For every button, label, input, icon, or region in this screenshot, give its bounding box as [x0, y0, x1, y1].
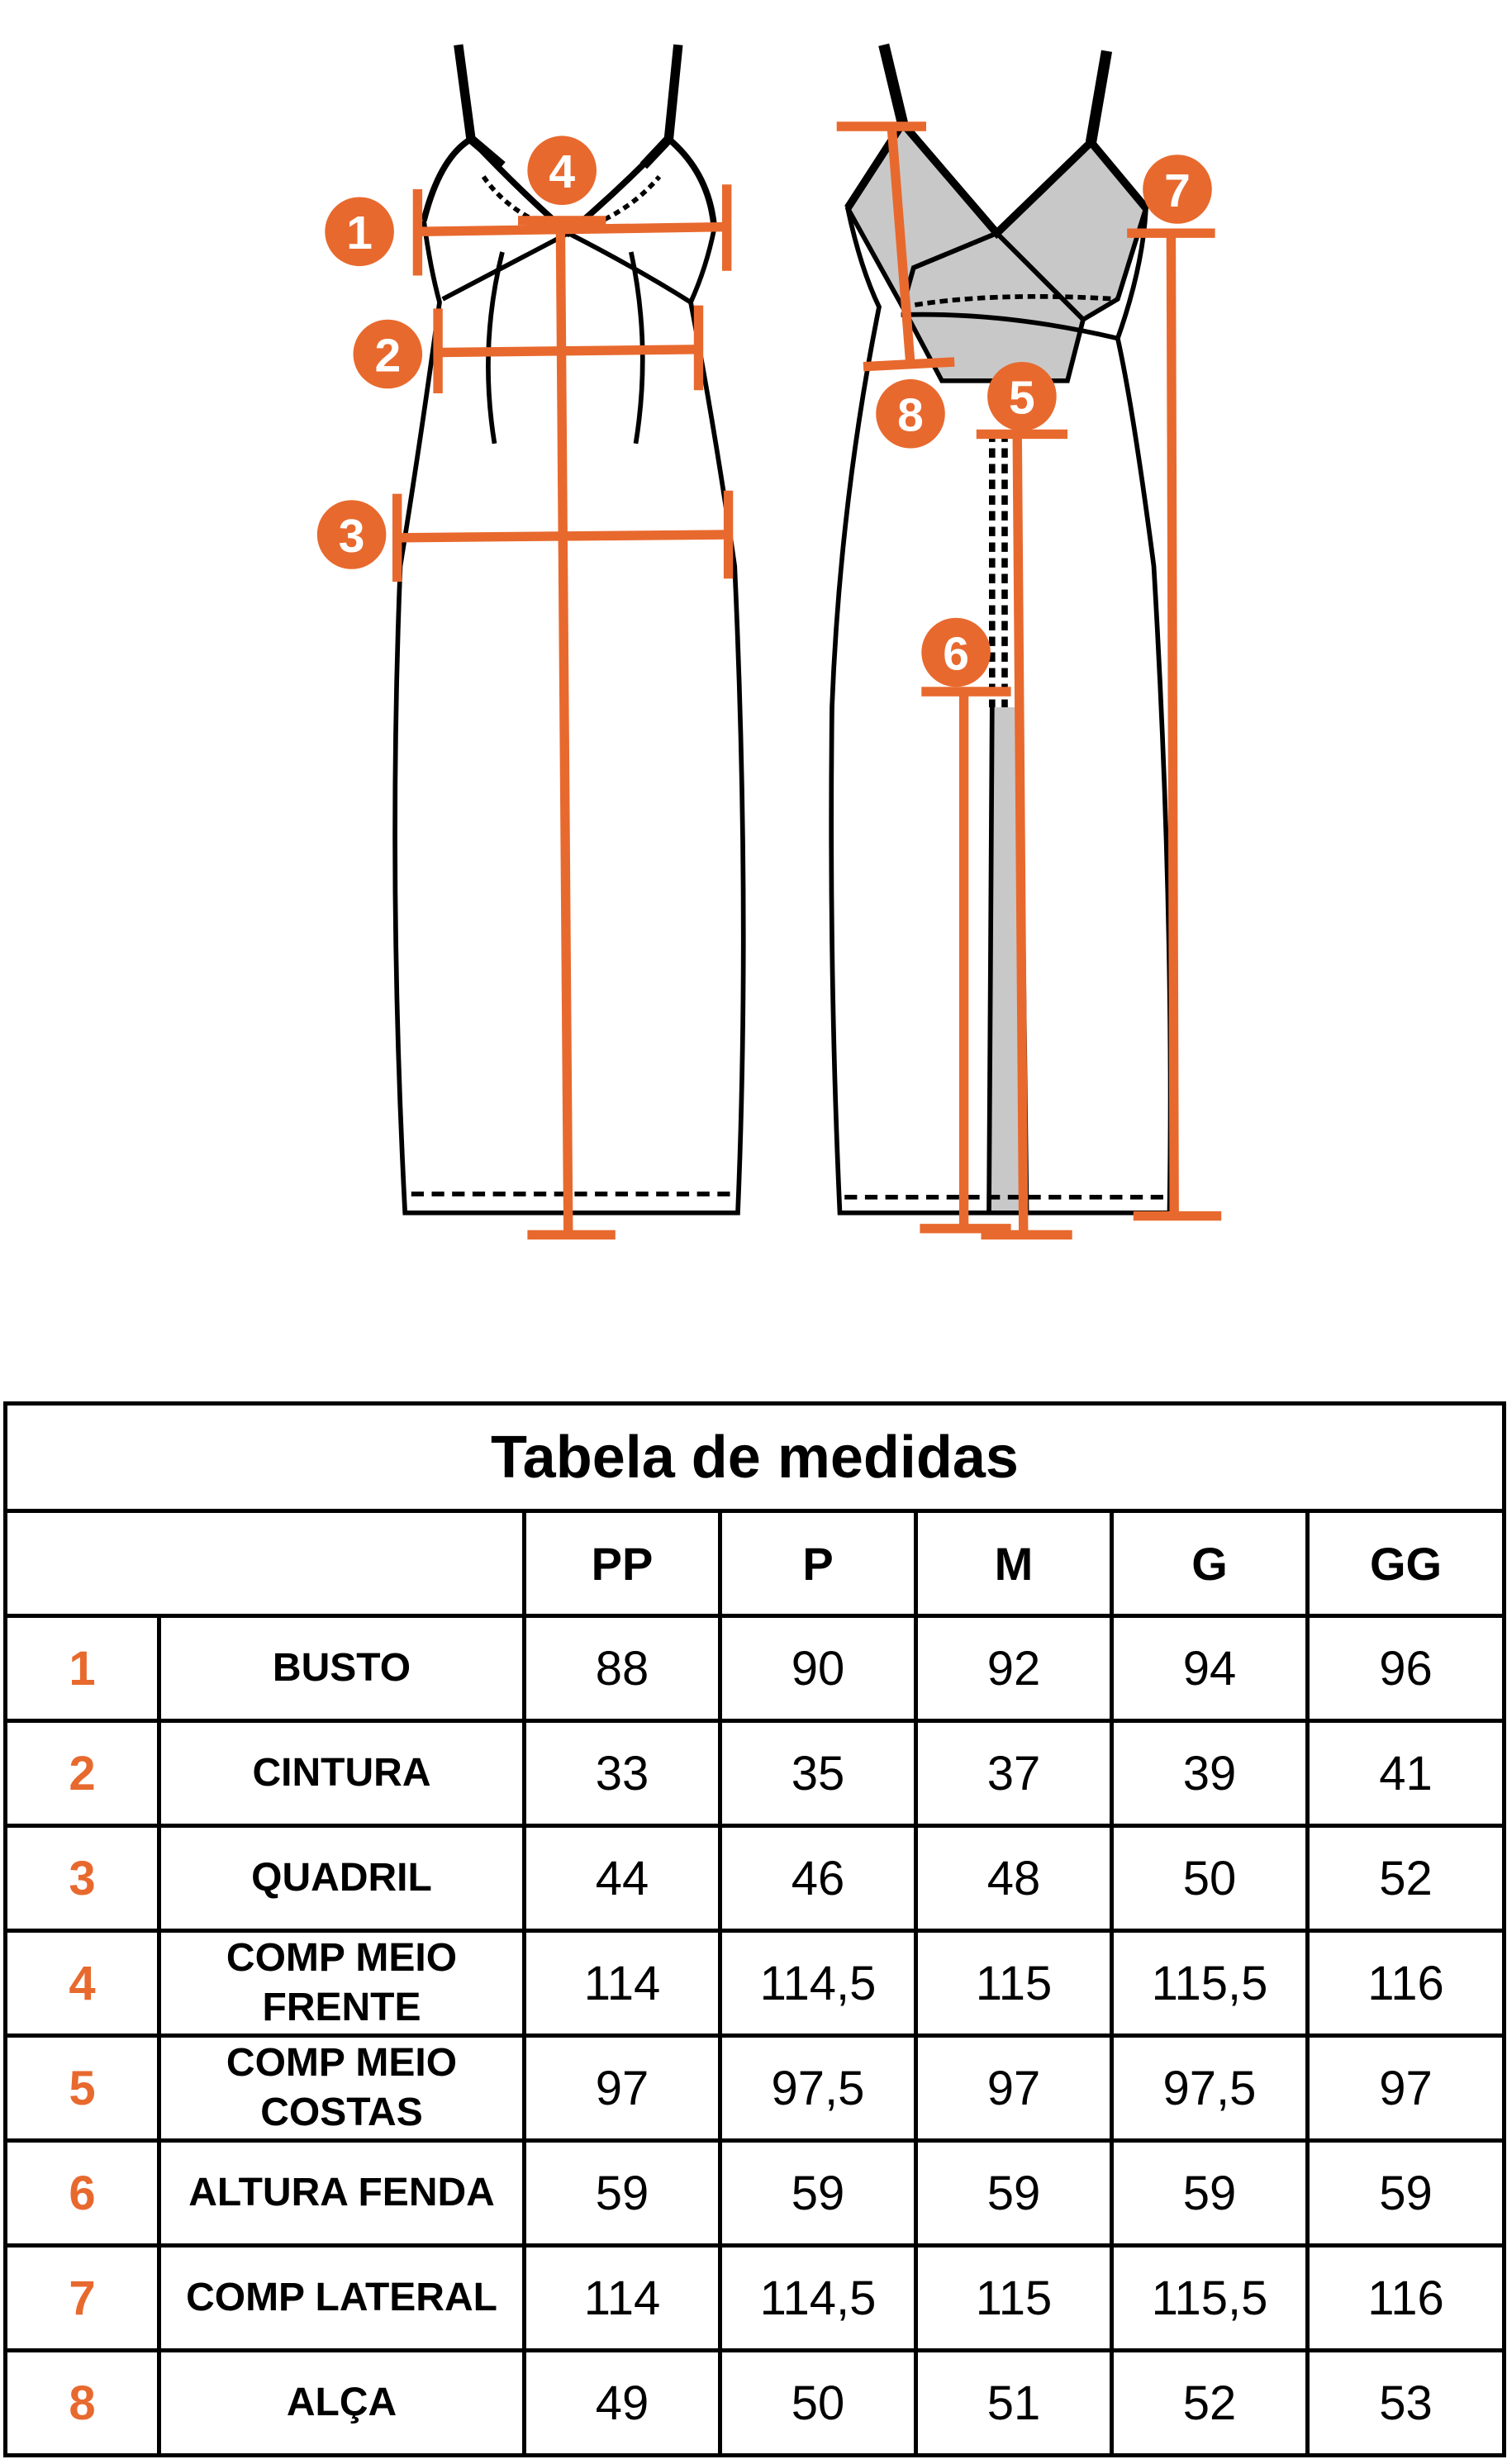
measurement-value: 114,5 — [720, 1931, 916, 2036]
measurement-value: 94 — [1112, 1616, 1308, 1721]
measurement-value: 90 — [720, 1616, 916, 1721]
measurement-value: 114 — [525, 2246, 720, 2351]
marker-3-label: 3 — [338, 509, 365, 563]
row-number: 6 — [6, 2141, 159, 2246]
measurement-value: 52 — [1112, 2351, 1308, 2456]
table-row — [6, 1616, 1505, 1721]
measurement-label: QUADRIL — [159, 1826, 525, 1931]
measurement-label: ALÇA — [159, 2351, 525, 2456]
measurement-value: 46 — [720, 1826, 916, 1931]
measurement-value: 52 — [1308, 1826, 1505, 1931]
measurement-value: 115,5 — [1112, 1931, 1308, 2036]
table-row — [6, 2141, 1505, 2246]
measurement-label: COMP LATERAL — [159, 2246, 525, 2351]
table-row — [6, 2036, 1505, 2141]
measurement-label: BUSTO — [159, 1616, 525, 1721]
marker-1 — [325, 197, 394, 267]
measurement-value: 53 — [1308, 2351, 1505, 2456]
table-row — [6, 1826, 1505, 1931]
measurement-value: 50 — [720, 2351, 916, 2456]
marker-1-label: 1 — [346, 207, 373, 260]
marker-7-label: 7 — [1164, 164, 1191, 217]
measurement-value: 51 — [916, 2351, 1112, 2456]
measurement-value: 39 — [1112, 1721, 1308, 1826]
measurement-label: ALTURA FENDA — [159, 2141, 525, 2246]
row-number: 4 — [6, 1931, 159, 2036]
measurement-value: 114,5 — [720, 2246, 916, 2351]
row-number: 5 — [6, 2036, 159, 2141]
marker-5 — [987, 362, 1057, 431]
measurement-value: 88 — [525, 1616, 720, 1721]
measurement-value: 33 — [525, 1721, 720, 1826]
back-dress-drawing — [831, 45, 1170, 1213]
marker-6-label: 6 — [943, 627, 969, 681]
measurement-value: 97,5 — [720, 2036, 916, 2141]
table-row — [6, 2246, 1505, 2351]
marker-3 — [317, 500, 387, 569]
size-header: M — [916, 1511, 1112, 1616]
measurement-value: 115,5 — [1112, 2246, 1308, 2351]
table-title: Tabela de medidas — [6, 1404, 1505, 1511]
table-row — [6, 1721, 1505, 1826]
measurement-value: 59 — [916, 2141, 1112, 2246]
row-number: 3 — [6, 1826, 159, 1931]
marker-2 — [354, 320, 423, 389]
measurement-value: 59 — [1112, 2141, 1308, 2246]
row-number: 8 — [6, 2351, 159, 2456]
measurement-value: 44 — [525, 1826, 720, 1931]
marker-8-label: 8 — [897, 388, 924, 442]
row-number: 7 — [6, 2246, 159, 2351]
table-row — [6, 1931, 1505, 2036]
measurement-value: 97 — [916, 2036, 1112, 2141]
measurement-value: 116 — [1308, 2246, 1505, 2351]
measurement-value: 37 — [916, 1721, 1112, 1826]
measurement-value: 97 — [525, 2036, 720, 2141]
measurement-value: 59 — [720, 2141, 916, 2246]
size-header: PP — [525, 1511, 720, 1616]
marker-2-label: 2 — [374, 329, 402, 383]
measurement-value: 115 — [916, 1931, 1112, 2036]
measurement-value: 48 — [916, 1826, 1112, 1931]
measurement-value: 35 — [720, 1721, 916, 1826]
measurement-value: 59 — [525, 2141, 720, 2246]
marker-8 — [876, 379, 945, 449]
row-number: 1 — [6, 1616, 159, 1721]
header-blank — [6, 1511, 525, 1616]
size-header-row — [6, 1511, 1505, 1616]
row-number: 2 — [6, 1721, 159, 1826]
marker-4 — [527, 136, 597, 205]
size-table — [3, 1401, 1506, 2457]
table-row — [6, 2351, 1505, 2456]
measurement-value: 92 — [916, 1616, 1112, 1721]
measurement-label: COMP MEIO FRENTE — [159, 1931, 525, 2036]
marker-7 — [1143, 155, 1212, 224]
measurement-value: 115 — [916, 2246, 1112, 2351]
measurement-label: CINTURA — [159, 1721, 525, 1826]
size-header: GG — [1308, 1511, 1505, 1616]
marker-5-label: 5 — [1009, 371, 1035, 425]
measurement-value: 59 — [1308, 2141, 1505, 2246]
measurement-value: 49 — [525, 2351, 720, 2456]
measurement-value: 41 — [1308, 1721, 1505, 1826]
size-header: P — [720, 1511, 916, 1616]
measurement-value: 97,5 — [1112, 2036, 1308, 2141]
marker-4-label: 4 — [549, 145, 576, 199]
table-body — [6, 1616, 1505, 2456]
size-header: G — [1112, 1511, 1308, 1616]
measurement-value: 116 — [1308, 1931, 1505, 2036]
measurement-label: COMP MEIO COSTAS — [159, 2036, 525, 2141]
measurement-value: 96 — [1308, 1616, 1505, 1721]
measurement-value: 97 — [1308, 2036, 1505, 2141]
measurement-value: 114 — [525, 1931, 720, 2036]
marker-6 — [921, 618, 991, 687]
measurement-value: 50 — [1112, 1826, 1308, 1931]
